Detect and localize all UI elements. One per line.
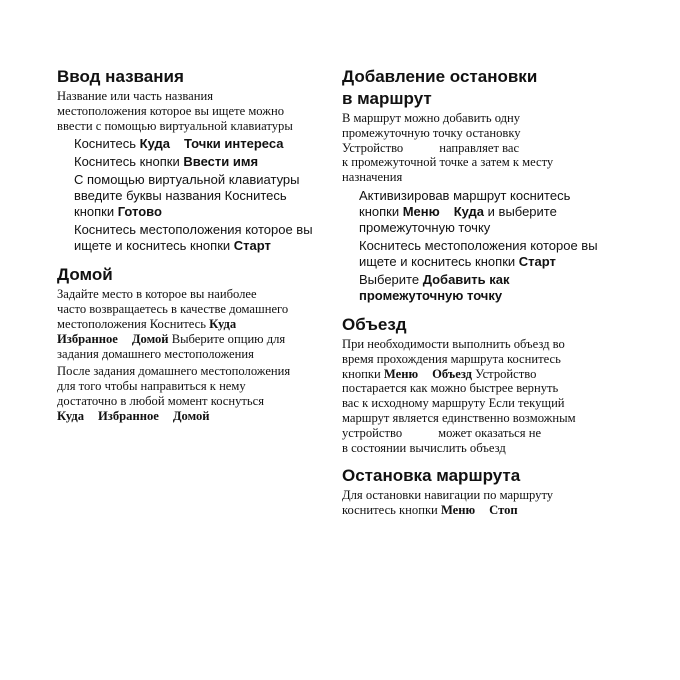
text-line: в состоянии вычислить объезд xyxy=(342,440,506,455)
text: кнопки xyxy=(342,366,384,381)
text-line: вас к исходному маршруту Если текущий xyxy=(342,396,565,411)
step-4 xyxy=(74,222,322,254)
text-line: Активизировав маршрут коснитесь xyxy=(359,187,571,203)
right-column xyxy=(342,66,617,521)
text-line: часто возвращаетесь в качестве домашнего xyxy=(57,302,289,317)
text: ищете и коснитесь кнопки xyxy=(74,238,234,254)
paragraph xyxy=(342,111,617,185)
ui-term: Точки интереса xyxy=(184,136,284,152)
section-title xyxy=(342,66,617,110)
text-line: Коснитесь местоположения которое вы xyxy=(74,222,313,238)
text-line: назначения xyxy=(342,170,403,185)
left-column xyxy=(57,66,322,427)
ui-term: Куда xyxy=(139,136,170,152)
paragraph xyxy=(57,287,322,361)
text-line: В маршрут можно добавить одну xyxy=(342,111,521,125)
step-2 xyxy=(74,154,322,170)
section-title: Остановка маршрута xyxy=(342,466,521,486)
text-line: ввести с помощью виртуальной клавиатуры xyxy=(57,118,293,133)
text: Выберите опцию для xyxy=(168,331,286,346)
step-3 xyxy=(74,172,322,220)
text-line: промежуточную точку остановку xyxy=(342,125,521,140)
section-add-stop xyxy=(342,66,617,304)
section-enter-name xyxy=(57,66,322,254)
text: Коснитесь кнопки xyxy=(74,154,184,170)
text-line: постарается как можно быстрее вернуть xyxy=(342,381,559,396)
ui-term: Ввести имя xyxy=(183,154,259,170)
text: устройство xyxy=(342,425,403,440)
section-intro xyxy=(57,89,322,133)
text: Выберите xyxy=(359,271,423,287)
ui-term: Меню xyxy=(402,203,440,219)
paragraph xyxy=(57,364,322,423)
text: и выберите xyxy=(484,203,557,219)
title-line: в маршрут xyxy=(342,89,432,108)
text-line: Название или часть названия xyxy=(57,89,214,103)
text-line: Коснитесь местоположения которое вы xyxy=(359,237,598,253)
text: может оказаться не xyxy=(438,425,542,440)
ui-term: промежуточную точку xyxy=(359,287,503,303)
ui-term: Меню xyxy=(383,366,419,381)
ui-term: Стоп xyxy=(489,503,518,518)
text-line: промежуточную точку xyxy=(359,219,491,235)
ui-term: Куда xyxy=(209,316,237,331)
ui-term: Готово xyxy=(117,204,162,220)
ui-term: Меню xyxy=(440,503,476,518)
text: ищете и коснитесь кнопки xyxy=(359,253,519,269)
step-1 xyxy=(359,188,617,236)
section-detour xyxy=(342,314,617,455)
ui-term: Добавить как xyxy=(422,271,510,287)
ui-term: Куда xyxy=(57,408,84,423)
text: местоположения Коснитесь xyxy=(57,316,210,331)
paragraph xyxy=(342,337,617,455)
ui-term: Домой xyxy=(131,331,169,346)
step-3 xyxy=(359,272,617,304)
text-line: достаточно в любой момент коснуться xyxy=(57,393,265,408)
text-line: задания домашнего местоположения xyxy=(57,346,254,361)
ui-term: Объезд xyxy=(432,366,473,381)
text-line: для того чтобы направиться к нему xyxy=(57,379,246,394)
step-2 xyxy=(359,238,617,270)
ui-term: Избранное xyxy=(57,331,118,346)
text: кнопки xyxy=(74,204,118,220)
text: Устройство xyxy=(342,140,404,155)
section-title: Объезд xyxy=(342,314,407,334)
text-line: Задайте место в которое вы наиболее xyxy=(57,287,257,302)
step-1 xyxy=(74,136,322,152)
text: Коснитесь xyxy=(74,136,140,152)
text-line: При необходимости выполнить объезд во xyxy=(342,336,565,351)
section-title: Домой xyxy=(57,265,113,285)
text-line: С помощью виртуальной клавиатуры xyxy=(74,172,300,188)
text-line: к промежуточной точке а затем к месту xyxy=(342,155,554,170)
text-line: время прохождения маршрута коснитесь xyxy=(342,351,561,366)
ui-term: Старт xyxy=(233,238,271,254)
section-stop-route xyxy=(342,465,617,518)
text-line: маршрут является единственно возможным xyxy=(342,410,576,425)
section-home xyxy=(57,264,322,423)
ui-term: Куда xyxy=(453,203,485,219)
ui-term: Старт xyxy=(518,253,556,269)
section-title: Ввод названия xyxy=(57,67,184,86)
text: направляет вас xyxy=(439,140,520,155)
text: коснитесь кнопки xyxy=(342,503,441,518)
text-line: После задания домашнего местоположения xyxy=(57,364,291,379)
title-line: Добавление остановки xyxy=(342,67,538,86)
text: Устройство xyxy=(472,366,537,381)
text-line: введите буквы названия Коснитесь xyxy=(74,188,287,204)
text-line: местоположения которое вы ищете можно xyxy=(57,103,285,118)
text-line: Для остановки навигации по маршруту xyxy=(342,488,554,503)
text: кнопки xyxy=(359,203,403,219)
ui-term: Домой xyxy=(172,408,210,423)
paragraph xyxy=(342,488,617,518)
ui-term: Избранное xyxy=(98,408,159,423)
